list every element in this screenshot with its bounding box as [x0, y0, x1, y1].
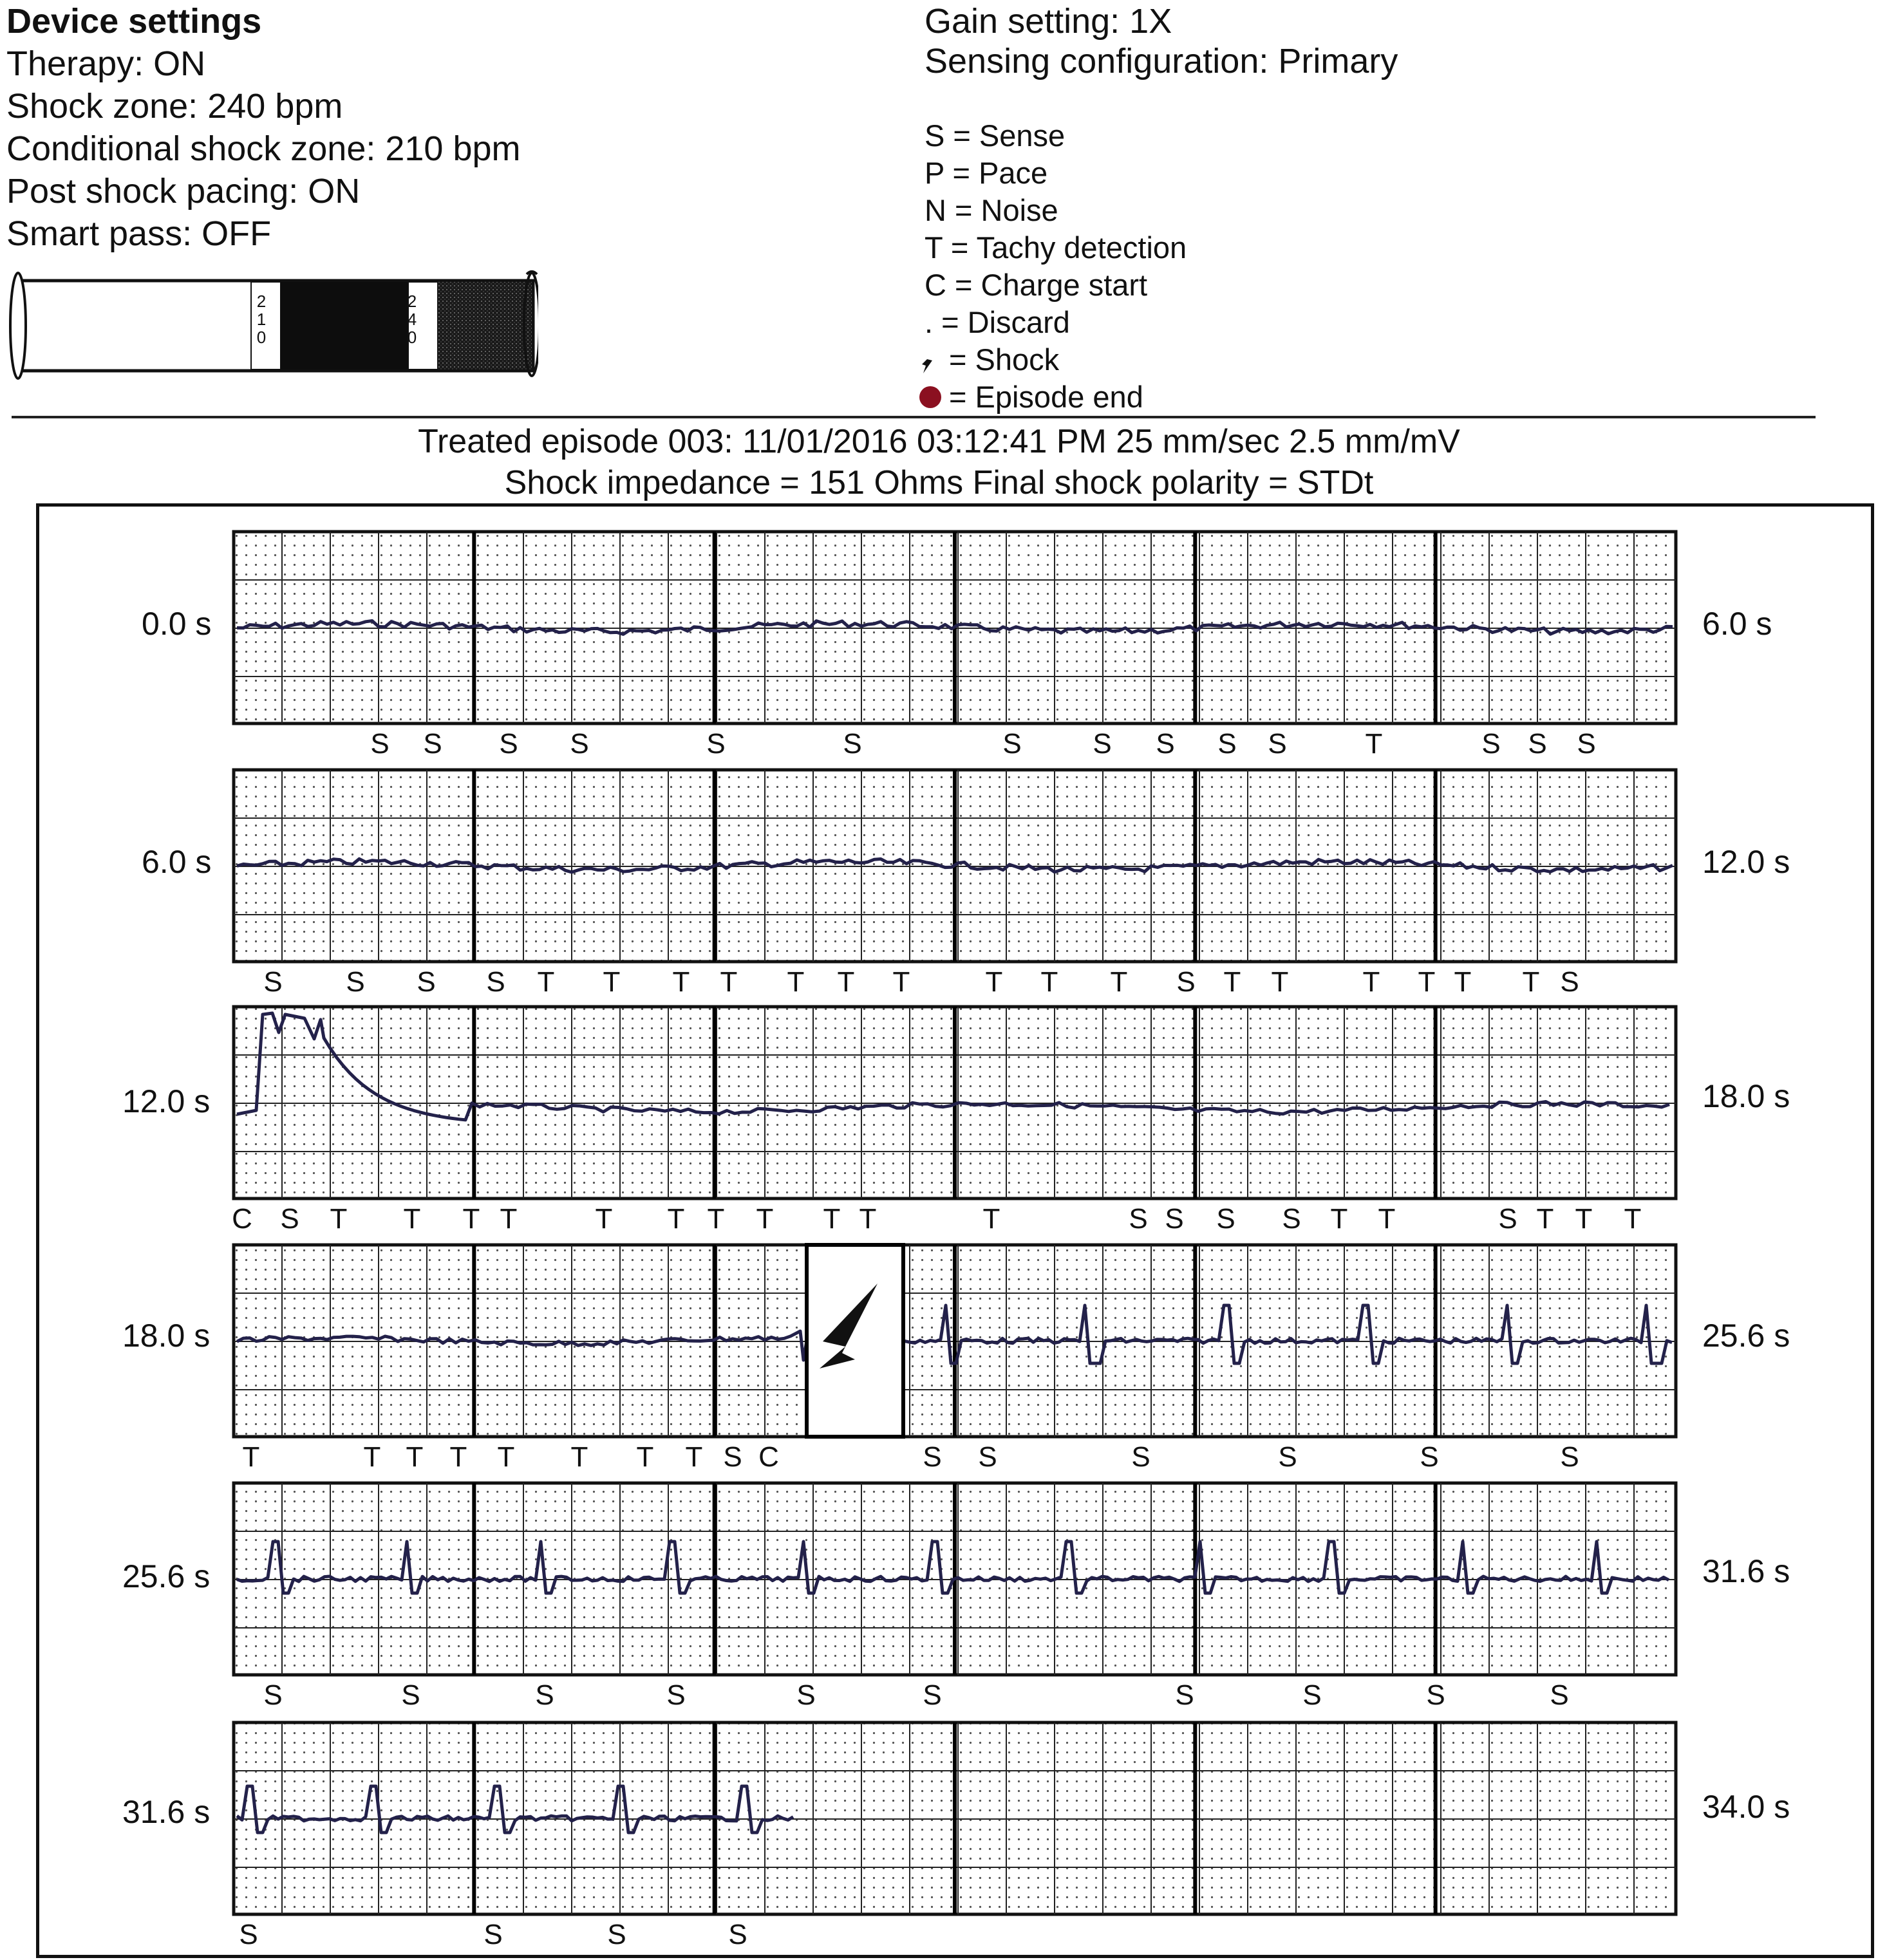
legend-pace: P = Pace	[925, 156, 1048, 190]
marker-t: T	[406, 1441, 424, 1473]
legend-tachy: T = Tachy detection	[925, 230, 1187, 265]
strip-4-end: 25.6 s	[1702, 1318, 1790, 1354]
marker-t: T	[500, 1203, 518, 1235]
strip-1-end: 6.0 s	[1702, 606, 1772, 642]
marker-t: T	[1378, 1203, 1396, 1235]
strip-6-end: 34.0 s	[1702, 1789, 1790, 1825]
marker-t: T	[1223, 966, 1241, 998]
marker-t: T	[837, 966, 855, 998]
marker-s: S	[1420, 1441, 1439, 1473]
marker-s: S	[486, 966, 505, 998]
marker-s: S	[423, 728, 442, 760]
marker-c: C	[232, 1203, 252, 1235]
marker-s: S	[417, 966, 436, 998]
zone-bar	[9, 269, 538, 380]
marker-s: S	[1093, 728, 1112, 760]
marker-t: T	[787, 966, 805, 998]
marker-s: S	[1278, 1441, 1297, 1473]
setting-smart-pass: Smart pass: OFF	[6, 214, 272, 253]
marker-s: S	[484, 1919, 503, 1950]
marker-s: S	[1560, 966, 1579, 998]
marker-t: T	[1040, 966, 1058, 998]
marker-s: S	[346, 966, 365, 998]
marker-s: S	[1129, 1203, 1148, 1235]
marker-t: T	[720, 966, 738, 998]
marker-s: S	[1498, 1203, 1517, 1235]
zone-label-210: 210	[256, 292, 267, 347]
marker-t: T	[1362, 966, 1380, 998]
marker-s: S	[280, 1203, 299, 1235]
marker-s: S	[978, 1441, 997, 1473]
marker-s: S	[1577, 728, 1596, 760]
legend-sense: S = Sense	[925, 118, 1066, 153]
marker-t: T	[672, 966, 690, 998]
strip-4-start: 18.0 s	[122, 1318, 211, 1354]
marker-s: S	[1165, 1203, 1184, 1235]
strip-6-start: 31.6 s	[122, 1794, 211, 1830]
marker-s: S	[1268, 728, 1287, 760]
marker-s: S	[1481, 728, 1501, 760]
marker-s: S	[666, 1679, 686, 1711]
marker-s: S	[1426, 1679, 1445, 1711]
strip-2-start: 6.0 s	[142, 844, 212, 880]
marker-t: T	[570, 1441, 588, 1473]
marker-t: T	[403, 1203, 421, 1235]
marker-s: S	[723, 1441, 742, 1473]
marker-s: S	[923, 1679, 942, 1711]
shock-impedance: Shock impedance = 151 Ohms Final shock polarity = STDt	[504, 464, 1374, 501]
marker-t: T	[595, 1203, 613, 1235]
setting-therapy: Therapy: ON	[6, 44, 206, 83]
marker-s: S	[843, 728, 862, 760]
marker-s: S	[239, 1919, 258, 1950]
marker-s: S	[370, 728, 390, 760]
marker-s: S	[401, 1679, 420, 1711]
marker-s: S	[796, 1679, 816, 1711]
marker-t: T	[1522, 966, 1540, 998]
marker-s: S	[1156, 728, 1175, 760]
marker-s: S	[570, 728, 589, 760]
marker-c: C	[758, 1441, 779, 1473]
marker-t: T	[667, 1203, 685, 1235]
marker-s: S	[1176, 966, 1196, 998]
marker-s: S	[1216, 1203, 1235, 1235]
marker-s: S	[923, 1441, 942, 1473]
marker-t: T	[363, 1441, 381, 1473]
device-settings-title: Device settings	[6, 2, 262, 41]
marker-t: T	[1536, 1203, 1554, 1235]
legend-shock: = Shock	[949, 342, 1060, 377]
marker-t: T	[449, 1441, 467, 1473]
marker-t: T	[1418, 966, 1436, 998]
strip-3-start: 12.0 s	[122, 1083, 211, 1119]
marker-s: S	[1131, 1441, 1150, 1473]
legend-episode-end: = Episode end	[949, 380, 1143, 414]
header-divider	[12, 416, 1816, 418]
marker-t: T	[685, 1441, 703, 1473]
gain-setting: Gain setting: 1X	[925, 2, 1172, 41]
episode-title: Treated episode 003: 11/01/2016 03:12:41 PM 25 mm/sec 2.5 mm/mV	[418, 423, 1460, 460]
marker-s: S	[263, 1679, 283, 1711]
marker-s: S	[1528, 728, 1547, 760]
egm-frame	[36, 503, 1874, 1958]
shock-bolt-icon	[919, 346, 945, 376]
marker-s: S	[263, 966, 283, 998]
marker-s: S	[1217, 728, 1237, 760]
sensing-configuration: Sensing configuration: Primary	[925, 42, 1398, 80]
marker-t: T	[1624, 1203, 1642, 1235]
marker-s: S	[1002, 728, 1022, 760]
marker-t: T	[859, 1203, 877, 1235]
marker-t: T	[756, 1203, 774, 1235]
marker-t: T	[603, 966, 621, 998]
strip-1-start: 0.0 s	[142, 606, 212, 642]
marker-s: S	[535, 1679, 554, 1711]
marker-t: T	[985, 966, 1003, 998]
zone-label-240: 240	[407, 292, 417, 347]
marker-t: T	[1365, 728, 1383, 760]
marker-t: T	[823, 1203, 841, 1235]
marker-s: S	[1175, 1679, 1194, 1711]
marker-t: T	[1271, 966, 1289, 998]
marker-s: S	[1550, 1679, 1569, 1711]
marker-t: T	[1454, 966, 1472, 998]
marker-s: S	[1560, 1441, 1579, 1473]
setting-conditional-shock-zone: Conditional shock zone: 210 bpm	[6, 129, 521, 168]
marker-t: T	[1575, 1203, 1593, 1235]
setting-post-shock-pacing: Post shock pacing: ON	[6, 172, 361, 210]
marker-s: S	[706, 728, 726, 760]
legend-discard: . = Discard	[925, 305, 1070, 339]
marker-t: T	[636, 1441, 654, 1473]
marker-t: T	[242, 1441, 260, 1473]
marker-t: T	[1330, 1203, 1348, 1235]
legend-noise: N = Noise	[925, 193, 1058, 227]
marker-t: T	[1110, 966, 1128, 998]
episode-end-dot-icon	[919, 386, 941, 408]
marker-t: T	[537, 966, 555, 998]
strip-3-end: 18.0 s	[1702, 1078, 1790, 1114]
setting-shock-zone: Shock zone: 240 bpm	[6, 87, 343, 126]
strip-2-end: 12.0 s	[1702, 844, 1790, 880]
marker-s: S	[728, 1919, 747, 1950]
legend-charge: C = Charge start	[925, 268, 1148, 302]
marker-t: T	[982, 1203, 1000, 1235]
strip-5-end: 31.6 s	[1702, 1553, 1790, 1589]
marker-s: S	[499, 728, 518, 760]
marker-t: T	[707, 1203, 725, 1235]
marker-t: T	[892, 966, 910, 998]
strip-5-start: 25.6 s	[122, 1558, 211, 1594]
marker-s: S	[607, 1919, 626, 1950]
marker-s: S	[1302, 1679, 1322, 1711]
marker-t: T	[497, 1441, 515, 1473]
marker-t: T	[330, 1203, 348, 1235]
marker-s: S	[1282, 1203, 1301, 1235]
marker-t: T	[462, 1203, 480, 1235]
